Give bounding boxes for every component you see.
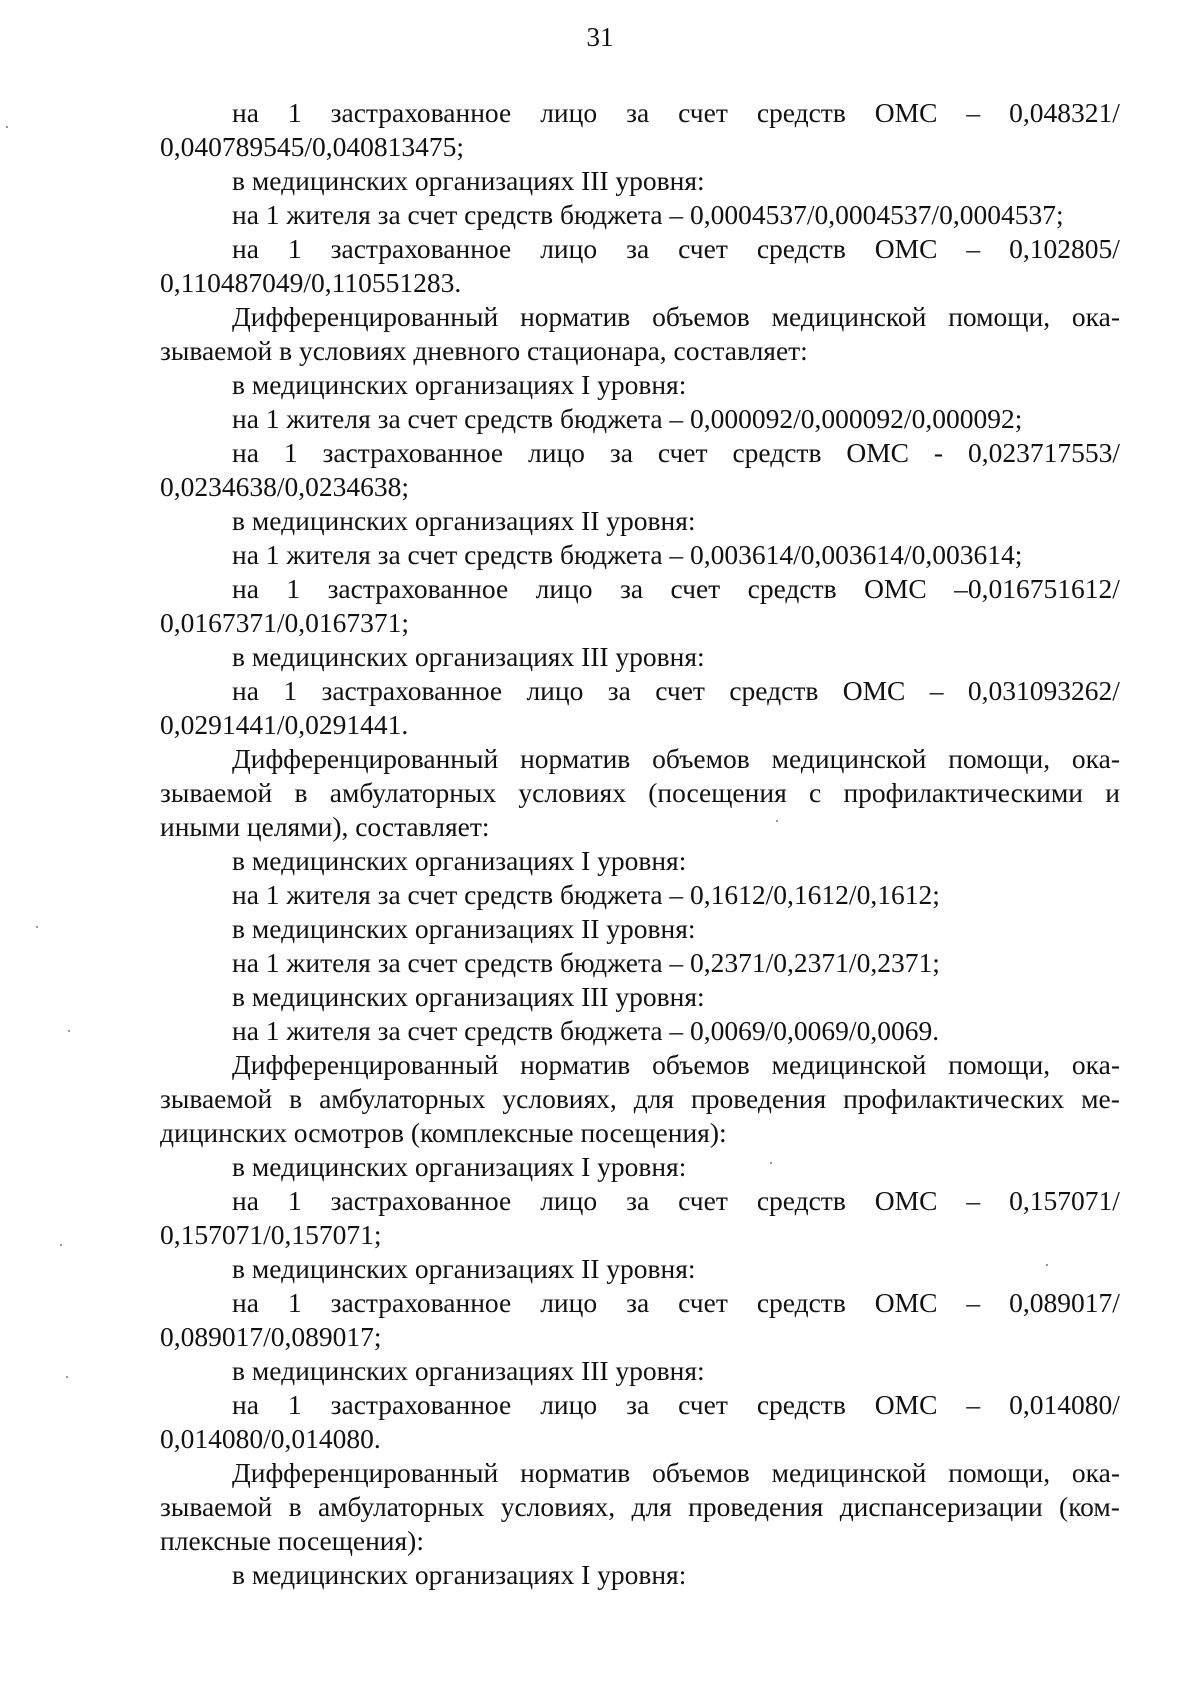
word: застрахованное [330, 1389, 512, 1420]
word: лицо [540, 97, 598, 128]
word: за [607, 675, 631, 706]
word: в [288, 1491, 302, 1522]
word: 0,014080/ [1009, 1389, 1120, 1420]
word: – [966, 97, 981, 128]
text-line: в медицинских организациях I уровня: [232, 1151, 687, 1182]
word: ОМС [874, 1287, 938, 1318]
word: счет [678, 1287, 728, 1318]
word: медицинской [771, 1457, 927, 1488]
word: с [808, 777, 822, 808]
word: ока- [1071, 743, 1120, 774]
word: средств [747, 573, 837, 604]
scan-speck [1046, 1264, 1048, 1266]
word: на [232, 437, 259, 468]
scan-speck [770, 1162, 772, 1164]
word: за [626, 1185, 650, 1216]
word: 1 [287, 233, 302, 264]
word: – [929, 675, 944, 706]
word: счет [670, 573, 721, 604]
word: застрахованное [322, 437, 504, 468]
text-line [160, 96, 1120, 130]
word: профилактическими [843, 777, 1083, 808]
text-line [160, 742, 1120, 776]
word: 0,089017/ [1009, 1287, 1120, 1318]
word: лицо [540, 1389, 598, 1420]
text-line: на 1 жителя за счет средств бюджета – 0,0069/0,0069/0,0069. [232, 1015, 940, 1046]
scan-speck [66, 1376, 68, 1378]
word: условиях [518, 777, 626, 808]
word: за [626, 1287, 650, 1318]
word: в [289, 1083, 303, 1114]
word: ОМС [846, 437, 909, 468]
word: Дифференцированный [232, 1049, 499, 1080]
word: за [626, 233, 650, 264]
word: лицо [540, 1185, 598, 1216]
word: 1 [287, 1389, 302, 1420]
text-line: на 1 жителя за счет средств бюджета – 0,000092/0,000092/0,000092; [232, 403, 1023, 434]
word: Дифференцированный [232, 1457, 499, 1488]
word: средств [756, 233, 846, 264]
text-line: 0,089017/0,089017; [160, 1321, 382, 1352]
word: профилактических [843, 1083, 1065, 1114]
text-line: в медицинских организациях II уровня: [232, 913, 696, 944]
word: ОМС [874, 233, 938, 264]
word: счет [657, 437, 708, 468]
text-line [160, 572, 1120, 606]
word: счет [678, 233, 728, 264]
word: средств [732, 437, 822, 468]
word: застрахованное [330, 1287, 512, 1318]
word: помощи, [948, 1457, 1051, 1488]
word: лицо [526, 675, 584, 706]
text-line: в медицинских организациях III уровня: [232, 1355, 705, 1386]
text-line: на 1 жителя за счет средств бюджета – 0,0004537/0,0004537/0,0004537; [232, 199, 1064, 230]
word: за [619, 573, 644, 604]
text-line: на 1 жителя за счет средств бюджета – 0,1612/0,1612/0,1612; [232, 879, 940, 910]
word: 1 [286, 573, 301, 604]
word: объемов [652, 743, 750, 774]
text-line [160, 436, 1120, 470]
word: на [232, 675, 259, 706]
text-line: зываемой в условиях дневного стационара, составляет: [160, 335, 808, 366]
word: медицинской [771, 1049, 927, 1080]
scan-speck [60, 1244, 62, 1246]
word: 0,031093262/ [967, 675, 1120, 706]
word: 1 [287, 1287, 302, 1318]
word: за [609, 437, 633, 468]
word: –0,016751612/ [954, 573, 1120, 604]
word: счет [678, 1389, 728, 1420]
text-line [160, 1490, 1120, 1524]
word: проведения [690, 1083, 827, 1114]
word: (посещения [648, 777, 787, 808]
page-number: 31 [586, 22, 614, 52]
word: – [966, 1287, 981, 1318]
word: застрахованное [327, 573, 509, 604]
word: для [631, 1491, 672, 1522]
word: норматив [520, 1457, 631, 1488]
text-line [160, 1456, 1120, 1490]
word: амбулаторных [329, 777, 497, 808]
scan-speck [776, 820, 778, 822]
word: помощи, [948, 743, 1051, 774]
word: помощи, [948, 1049, 1051, 1080]
word: застрахованное [330, 1185, 512, 1216]
word: ОМС [874, 1389, 938, 1420]
text-line: 0,0291441/0,0291441. [160, 709, 409, 740]
word: лицо [540, 1287, 598, 1318]
word: (ком- [1059, 1491, 1120, 1522]
word: средств [756, 1287, 846, 1318]
word: ока- [1071, 301, 1120, 332]
text-line [160, 1048, 1120, 1082]
scan-speck [6, 126, 8, 128]
word: лицо [540, 233, 598, 264]
scan-speck [68, 1030, 70, 1032]
word: лицо [528, 437, 585, 468]
word: амбулаторных [317, 1491, 485, 1522]
word: ока- [1071, 1457, 1120, 1488]
text-line: в медицинских организациях I уровня: [232, 845, 687, 876]
text-line: дицинских осмотров (комплексные посещения): [160, 1117, 727, 1148]
word: 0,157071/ [1009, 1185, 1120, 1216]
word: проведения [688, 1491, 824, 1522]
text-line [160, 300, 1120, 334]
word: 1 [287, 1185, 302, 1216]
text-line [160, 232, 1120, 266]
word: на [232, 97, 259, 128]
word: зываемой [160, 1083, 273, 1114]
word: диспансеризации [839, 1491, 1043, 1522]
word: ОМС [864, 573, 927, 604]
text-line: на 1 жителя за счет средств бюджета – 0,2371/0,2371/0,2371; [232, 947, 940, 978]
text-line: на 1 жителя за счет средств бюджета – 0,003614/0,003614/0,003614; [232, 539, 1023, 570]
word: счет [655, 675, 705, 706]
text-line: в медицинских организациях II уровня: [232, 1253, 696, 1284]
text-line: в медицинских организациях III уровня: [232, 641, 705, 672]
word: средств [756, 97, 846, 128]
word: ОМС [842, 675, 906, 706]
text-line: иными целями), составляет: [160, 811, 490, 842]
text-line: в медицинских организациях I уровня: [232, 369, 687, 400]
word: 1 [287, 97, 302, 128]
word: объемов [652, 1049, 750, 1080]
word: помощи, [948, 301, 1051, 332]
word: Дифференцированный [232, 743, 499, 774]
word: амбулаторных [319, 1083, 486, 1114]
word: условиях, [500, 1491, 616, 1522]
word: норматив [520, 301, 631, 332]
word: – [966, 233, 981, 264]
text-line: 0,110487049/0,110551283. [160, 267, 462, 298]
word: медицинской [771, 301, 927, 332]
word: 1 [283, 437, 298, 468]
text-line [160, 1286, 1120, 1320]
word: на [232, 1185, 259, 1216]
word: ОМС [874, 1185, 938, 1216]
word: за [626, 1389, 650, 1420]
word: и [1105, 777, 1120, 808]
word: на [232, 1389, 259, 1420]
text-line: плексные посещения): [160, 1525, 424, 1556]
text-line [160, 776, 1120, 810]
word: - [933, 437, 944, 468]
text-line: в медицинских организациях I уровня: [232, 1559, 687, 1590]
word: средств [756, 1389, 846, 1420]
text-line: 0,0167371/0,0167371; [160, 607, 410, 638]
text-line: 0,040789545/0,040813475; [160, 131, 465, 162]
text-line [160, 1388, 1120, 1422]
word: средств [756, 1185, 846, 1216]
word: лицо [535, 573, 593, 604]
word: объемов [652, 1457, 750, 1488]
word: – [966, 1185, 981, 1216]
document-body [160, 96, 1120, 1592]
word: застрахованное [321, 675, 503, 706]
word: ме- [1081, 1083, 1120, 1114]
word: норматив [520, 1049, 631, 1080]
word: застрахованное [330, 97, 512, 128]
word: объемов [652, 301, 750, 332]
word: счет [678, 97, 728, 128]
word: Дифференцированный [232, 301, 499, 332]
text-line: в медицинских организациях II уровня: [232, 505, 696, 536]
word: условиях, [502, 1083, 617, 1114]
word: за [626, 97, 650, 128]
text-line: 0,014080/0,014080. [160, 1423, 381, 1454]
word: для [633, 1083, 675, 1114]
word: зываемой [160, 777, 273, 808]
text-line [160, 1184, 1120, 1218]
text-line: в медицинских организациях III уровня: [232, 165, 705, 196]
text-line [160, 674, 1120, 708]
word: застрахованное [330, 233, 512, 264]
text-line: в медицинских организациях III уровня: [232, 981, 705, 1012]
word: средств [729, 675, 819, 706]
word: на [232, 1287, 259, 1318]
text-line: 0,0234638/0,0234638; [160, 471, 410, 502]
word: зываемой [160, 1491, 273, 1522]
word: 0,102805/ [1009, 233, 1120, 264]
word: на [232, 233, 259, 264]
text-line: 0,157071/0,157071; [160, 1219, 382, 1250]
word: 0,048321/ [1009, 97, 1120, 128]
word: 1 [283, 675, 298, 706]
word: – [966, 1389, 981, 1420]
text-line [160, 1082, 1120, 1116]
word: 0,023717553/ [967, 437, 1120, 468]
word: на [232, 573, 259, 604]
word: медицинской [771, 743, 927, 774]
word: счет [678, 1185, 728, 1216]
scan-speck [36, 926, 38, 928]
word: ока- [1071, 1049, 1120, 1080]
word: норматив [520, 743, 631, 774]
word: в [294, 777, 308, 808]
word: ОМС [874, 97, 938, 128]
